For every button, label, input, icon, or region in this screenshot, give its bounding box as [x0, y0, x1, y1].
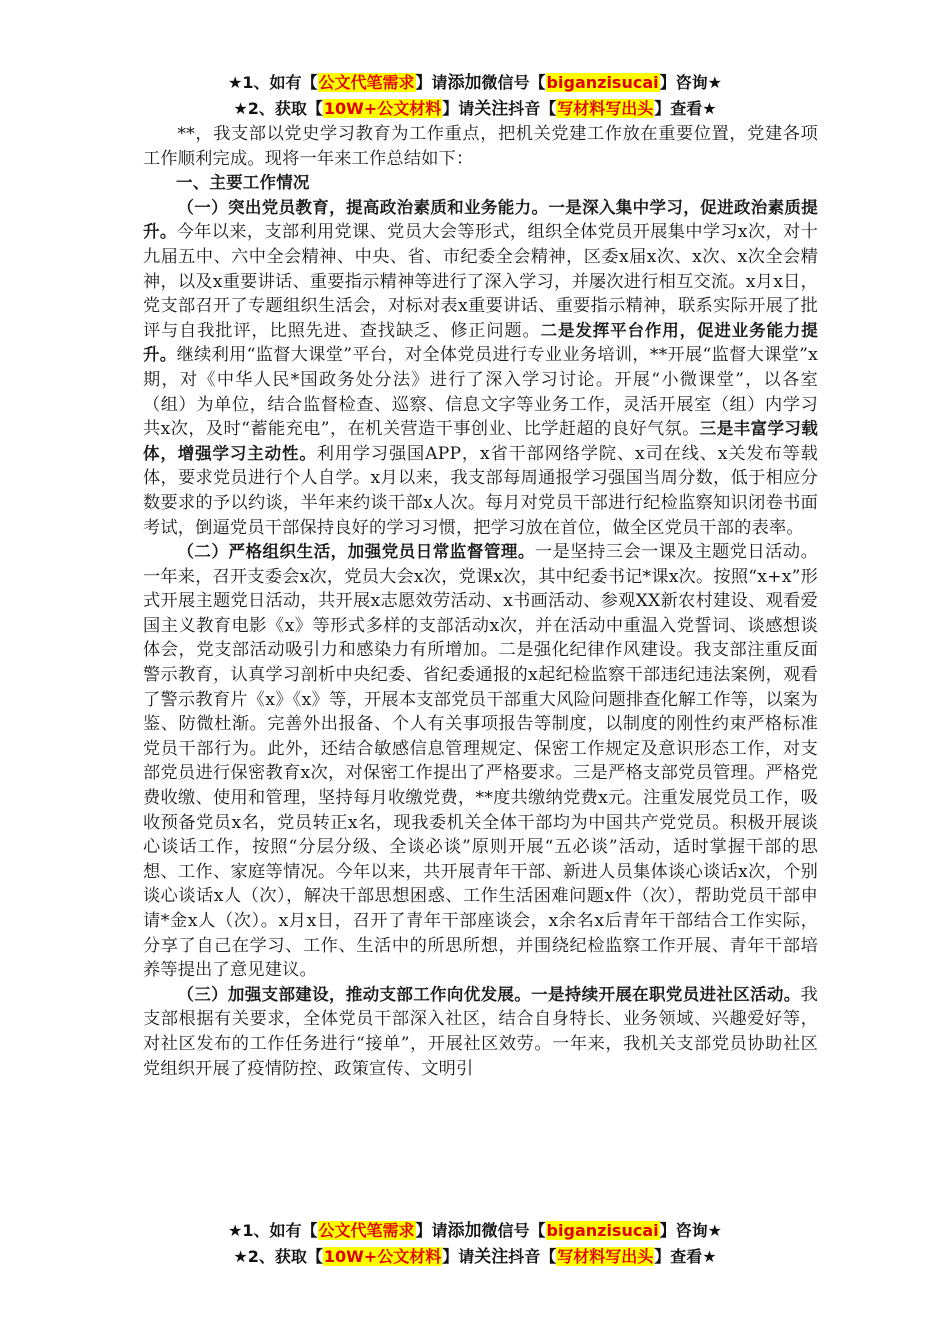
- paragraph-lead: （一）突出党员教育，提高政治素质和业务能力。一是深入集中学习，促进政治素质提升。: [143, 197, 818, 242]
- banner-emphasis: 添加: [447, 1221, 482, 1241]
- intro-paragraph: **，我支部以党史学习教育为工作重点，把机关党建工作放在重要位置，党建各项工作顺利完成。现将一年来工作总结如下：: [143, 124, 818, 169]
- banner-text: ★2、获取【: [233, 99, 323, 118]
- banner-text: 抖音【: [508, 1247, 557, 1266]
- paragraph-text: 我支部根据有关要求，全体党员干部深入社区，结合自身特长、业务领域、兴趣爱好等，对社区发布的工作任务进行“接单”，开展社区效劳。一年来，我机关支部党员协助社区党组织开展了疫情防控、政策宣传、文明引: [143, 984, 818, 1079]
- banner-text: 抖音【: [508, 99, 557, 118]
- banner-text: 】查看★: [654, 99, 717, 118]
- banner-highlight: biganzisucai: [546, 1221, 659, 1240]
- banner-text: 】咨询★: [659, 1221, 722, 1240]
- banner-line-1: [0, 70, 950, 96]
- banner-text: 】请: [415, 73, 448, 92]
- paragraph-education: [143, 196, 818, 540]
- banner-emphasis: 关注: [474, 99, 509, 119]
- header-banner: [0, 70, 950, 122]
- banner-highlight: 写材料写出头: [557, 99, 654, 118]
- banner-text: 微信号【: [481, 73, 546, 92]
- banner-highlight: 写材料写出头: [557, 1247, 654, 1266]
- section-heading: 一、主要工作情况: [176, 173, 310, 193]
- paragraph-subhead: 二是发挥平台作用，促进业务能力提升。: [143, 320, 819, 365]
- banner-highlight: biganzisucai: [546, 73, 659, 92]
- banner-text: 微信号【: [481, 1221, 546, 1240]
- document-body: [143, 122, 818, 1081]
- banner-text: ★1、如有【: [228, 1221, 318, 1240]
- banner-text: 】查看★: [654, 1247, 717, 1266]
- banner-line-2: [0, 1244, 950, 1270]
- paragraph-text: 利用学习强国APP，x省干部网络学院、x司在线、x关发布等载体，要求党员进行个人自学。x月以来，我支部每周通报学习强国当周分数，低于相应分数要求的予以约谈，半年来约谈干部x人次。每月对党员干部进行纪检监察知识闭卷书面考试，倒逼党员干部保持良好的学习习惯，把学习放在首位，做全区党员干部的表率。: [143, 443, 819, 538]
- paragraph-lead: （三）加强支部建设，推动支部工作向优发展。一是持续开展在职党员进社区活动。: [177, 984, 801, 1004]
- banner-line-2: [0, 96, 950, 122]
- banner-highlight: 10W+公文材料: [323, 1247, 442, 1266]
- paragraph-branch-building: [143, 983, 818, 1081]
- banner-text: 】咨询★: [659, 73, 722, 92]
- banner-text: ★1、如有【: [228, 73, 318, 92]
- banner-text: 】请: [415, 1221, 448, 1240]
- paragraph-text: 继续利用“监督大课堂”平台，对全体党员进行专业业务培训，**开展“监督大课堂”x期，对《中华人民*国政务处分法》进行了深入学习讨论。开展“小微课堂”，以各室（组）为单位，结合监督检查、巡察、信息文字等业务工作，灵活开展室（组）内学习共x次，及时“蓄能充电”，在机关营造干事创业、比学赶超的良好气氛。: [143, 345, 818, 440]
- banner-text: 】请: [442, 1247, 475, 1266]
- footer-banner: [0, 1218, 950, 1270]
- paragraph-text: 一是坚持三会一课及主题党日活动。一年来，召开支委会x次，党员大会x次，党课x次，其中纪委书记*课x次。按照“x+x”形式开展主题党日活动，共开展x志愿效劳活动、x书画活动、参观XX新农村建设、观看爱国主义教育电影《x》等形式多样的支部活动x次，并在活动中重温入党誓词、谈感想谈体会，党支部活动吸引力和感染力有所增加。二是强化纪律作风建设。我支部注重反面警示教育，认真学习剖析中央纪委、省纪委通报的x起纪检监察干部违纪违法案例，观看了警示教育片《x》《x》等，开展本支部党员干部重大风险问题排查化解工作等，以案为鉴、防微杜渐。完善外出报备、个人有关事项报告等制度，以制度的刚性约束严格标准党员干部行为。此外，还结合敏感信息管理规定、保密工作规定及意识形态工作，对支部党员进行保密教育x次，对保密工作提出了严格要求。三是严格支部党员管理。严格党费收缴、使用和管理，坚持每月收缴党费，**度共缴纳党费x元。注重发展党员工作，吸收预备党员x名，党员转正x名，现我委机关全体干部均为中国共产党党员。积极开展谈心谈话工作，按照“分层分级、全谈必谈”原则开展“五必谈”活动，适时掌握干部的思想、工作、家庭等情况。今年以来，共开展青年干部、新进人员集体谈心谈话x次，个别谈心谈话x人（次），解决干部思想困惑、工作生活困难问题x件（次），帮助党员干部申请*金x人（次）。x月x日，召开了青年干部座谈会，x余名x后青年干部结合工作实际，分享了自己在学习、工作、生活中的所思所想，并围绕纪检监察工作开展、青年干部培养等提出了意见建议。: [143, 542, 818, 981]
- banner-text: ★2、获取【: [233, 1247, 323, 1266]
- paragraph-organization: [143, 540, 818, 983]
- banner-line-1: [0, 1218, 950, 1244]
- banner-highlight: 10W+公文材料: [323, 99, 442, 118]
- banner-emphasis: 关注: [474, 1247, 509, 1267]
- banner-emphasis: 添加: [447, 73, 482, 93]
- paragraph-text: 今年以来，支部利用党课、党员大会等形式，组织全体党员开展集中学习x次，对十九届五中、六中全会精神、中央、省、市纪委全会精神，区委x届x次、x次、x次全会精神，以及x重要讲话、重要指示精神等进行了深入学习，并屡次进行相互交流。x月x日，党支部召开了专题组织生活会，对标对表x重要讲话、重要指示精神，联系实际开展了批评与自我批评，比照先进、查找缺乏、修正问题。: [143, 222, 818, 341]
- paragraph-subhead: 三是丰富学习载体，增强学习主动性。: [143, 419, 819, 463]
- banner-highlight: 公文代笔需求: [318, 1221, 415, 1240]
- banner-highlight: 公文代笔需求: [318, 73, 415, 92]
- paragraph-lead: （二）严格组织生活，加强党员日常监督管理。: [177, 542, 535, 562]
- banner-text: 】请: [442, 99, 475, 118]
